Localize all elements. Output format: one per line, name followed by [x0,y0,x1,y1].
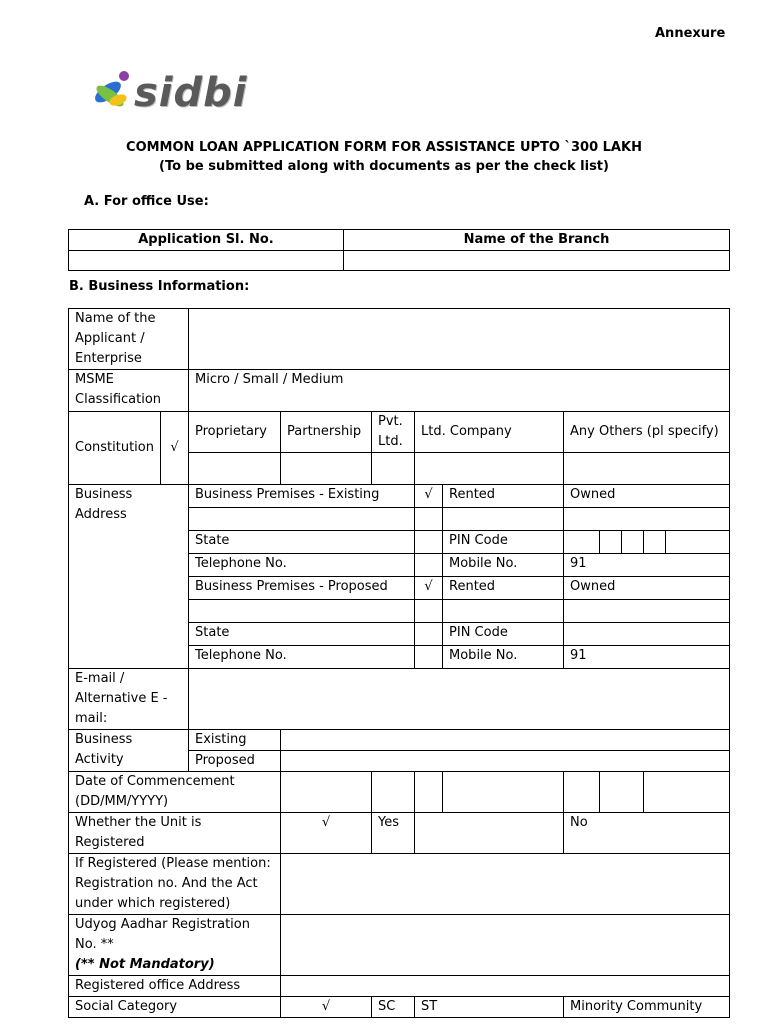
registered-no-option[interactable]: No [564,813,730,854]
business-info-table [68,308,730,1018]
registered-label: Whether the Unit is Registered [69,813,281,854]
any-others-field[interactable] [564,453,730,485]
pin-digit-box[interactable] [622,531,644,554]
activity-proposed-label: Proposed [189,751,281,772]
minority-community-option[interactable]: Minority Community [564,997,730,1018]
udyog-aadhar-label [69,915,281,976]
blank-cell [564,508,730,531]
form-subtitle: (To be submitted along with documents as per the check list) [159,159,609,174]
telephone-label: Telephone No. [189,554,415,577]
ltd-company-check-box[interactable] [415,453,564,485]
commencement-date-label: Date of Commencement (DD/MM/YYYY) [69,772,281,813]
date-digit-box[interactable] [372,772,415,813]
date-digit-box[interactable] [644,772,730,813]
constitution-option: Any Others (pl specify) [564,412,730,453]
app-sl-no-header: Application Sl. No. [69,230,344,251]
sidbi-logo-text: sidbi [134,70,248,116]
date-digit-box[interactable] [600,772,644,813]
form-title: COMMON LOAN APPLICATION FORM FOR ASSISTANCE UPTO `300 LAKH [126,140,642,155]
sidbi-logo [88,66,268,122]
if-registered-label: If Registered (Please mention: Registration no. And the Act under which registered) [69,854,281,915]
business-address-label: Business Address [69,485,189,669]
email-field[interactable] [189,669,730,730]
owned-option[interactable]: Owned [564,577,730,600]
constitution-option: Ltd. Company [415,412,564,453]
date-digit-box[interactable] [281,772,372,813]
premises-proposed-check-icon: √ [415,577,443,600]
applicant-name-field[interactable] [189,309,730,370]
telephone-label: Telephone No. [189,646,415,669]
telephone-field[interactable] [415,646,443,669]
date-digit-box[interactable] [443,772,564,813]
pin-digit-box[interactable] [564,531,600,554]
social-category-label: Social Category [69,997,281,1018]
telephone-field[interactable] [415,554,443,577]
branch-name-field[interactable] [344,251,730,271]
reg-office-address-label: Registered office Address [69,976,281,997]
existing-address-field[interactable] [189,508,415,531]
state-label: State [189,531,415,554]
rented-option[interactable]: Rented [443,577,564,600]
registered-yes-box[interactable] [415,813,564,854]
blank-cell [564,600,730,623]
email-label: E-mail / Alternative E - mail: [69,669,189,730]
blank-cell [443,508,564,531]
section-a-heading: A. For office Use: [84,194,209,209]
registered-check-icon: √ [281,813,372,854]
sc-option[interactable]: SC [372,997,415,1018]
pin-digit-box[interactable] [600,531,622,554]
branch-name-header: Name of the Branch [344,230,730,251]
reg-office-address-field[interactable] [281,976,730,997]
pin-code-label: PIN Code [443,623,564,646]
activity-existing-label: Existing [189,730,281,751]
udyog-aadhar-field[interactable] [281,915,730,976]
registered-yes-option[interactable]: Yes [372,813,415,854]
st-option[interactable]: ST [415,997,564,1018]
pin-code-field[interactable] [564,623,730,646]
pin-digit-box[interactable] [666,531,730,554]
annexure-label: Annexure [655,26,726,41]
blank-cell [415,508,443,531]
constitution-check-icon: √ [161,412,189,485]
constitution-option: Partnership [281,412,372,453]
section-b-heading: B. Business Information: [69,279,250,294]
mobile-label: Mobile No. [443,646,564,669]
premises-existing-label: Business Premises - Existing [189,485,415,508]
proposed-address-field[interactable] [189,600,415,623]
msme-value[interactable]: Micro / Small / Medium [189,370,730,412]
constitution-option: Proprietary [189,412,281,453]
activity-existing-field[interactable] [281,730,730,751]
state-label: State [189,623,415,646]
proprietary-check-box[interactable] [189,453,281,485]
rented-option[interactable]: Rented [443,485,564,508]
blank-cell [415,600,443,623]
partnership-check-box[interactable] [281,453,372,485]
date-digit-box[interactable] [564,772,600,813]
pvt-ltd-check-box[interactable] [372,453,415,485]
mobile-label: Mobile No. [443,554,564,577]
registration-details-field[interactable] [281,854,730,915]
office-use-table [68,229,730,271]
constitution-label: Constitution [69,412,161,485]
udyog-aadhar-label-text: Udyog Aadhar Registration No. ** [75,917,250,952]
premises-proposed-label: Business Premises - Proposed [189,577,415,600]
blank-cell [443,600,564,623]
pin-digit-box[interactable] [644,531,666,554]
pin-code-label: PIN Code [443,531,564,554]
constitution-option: Pvt. Ltd. [372,412,415,453]
date-digit-box[interactable] [415,772,443,813]
state-field[interactable] [415,623,443,646]
msme-label: MSME Classification [69,370,189,412]
not-mandatory-note: (** Not Mandatory) [75,957,215,972]
app-sl-no-field[interactable] [69,251,344,271]
owned-option[interactable]: Owned [564,485,730,508]
business-activity-label: Business Activity [69,730,189,772]
activity-proposed-field[interactable] [281,751,730,772]
premises-existing-check-icon: √ [415,485,443,508]
mobile-field[interactable]: 91 [564,554,730,577]
state-field[interactable] [415,531,443,554]
applicant-name-label: Name of the Applicant / Enterprise [69,309,189,370]
mobile-field[interactable]: 91 [564,646,730,669]
social-category-check-icon: √ [281,997,372,1018]
